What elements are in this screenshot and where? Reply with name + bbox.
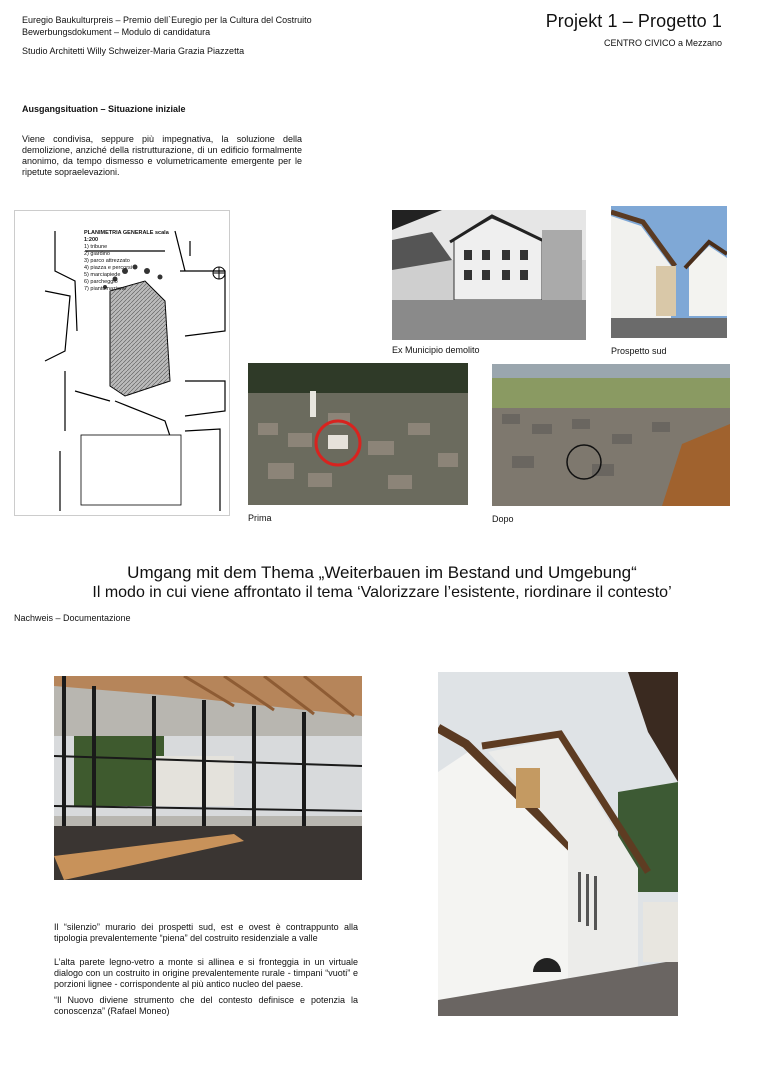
dopo-photo bbox=[492, 364, 730, 506]
theme-line-it: Il modo in cui viene affrontato il tema ‘Valorizzare l’esistente, riordinare il contesto’ bbox=[92, 584, 672, 601]
plan-legend-item: 6) parcheggio bbox=[84, 279, 118, 285]
plan-legend-item: 1) tribune bbox=[84, 244, 108, 250]
plan-legend bbox=[84, 230, 174, 293]
prima-photo bbox=[248, 363, 468, 505]
header-line-1: Euregio Baukulturpreis – Premio dell`Euregio per la Cultura del Costruito bbox=[22, 15, 312, 25]
initial-heading: Ausgangsituation – Situazione iniziale bbox=[22, 104, 186, 114]
project-title: Projekt 1 – Progetto 1 bbox=[545, 11, 722, 31]
caption-prospetto-sud: Prospetto sud bbox=[611, 346, 667, 356]
header-line-3: Studio Architetti Willy Schweizer-Maria Grazia Piazzetta bbox=[22, 46, 245, 56]
caption-dopo: Dopo bbox=[492, 514, 514, 524]
caption-ex-municipio: Ex Municipio demolito bbox=[392, 345, 480, 355]
documentation-heading: Nachweis – Documentazione bbox=[14, 613, 131, 623]
header-line-2: Bewerbungsdokument – Modulo di candidatura bbox=[22, 27, 211, 37]
exterior-photo bbox=[438, 672, 678, 1016]
initial-text: Viene condivisa, seppure più impegnativa, la soluzione della demolizione, anziché della ristrutturazione, di un edificio formalmente anonimo, da tempo dismesso e volumetricamente emergente per le ripetute sopraelevazioni. bbox=[22, 134, 302, 177]
project-subtitle: CENTRO CIVICO a Mezzano bbox=[603, 38, 722, 48]
theme-line-de: Umgang mit dem Thema „Weiterbauen im Bestand und Umgebung“ bbox=[127, 563, 637, 582]
plan-title: PLANIMETRIA GENERALE scala 1:200 bbox=[84, 230, 169, 243]
plan-legend-item: 5) marciapiede bbox=[84, 272, 121, 278]
interior-photo bbox=[54, 676, 362, 880]
documentation-para-1: Il “silenzio” murario dei prospetti sud, est e ovest è contrappunto alla tipologia prevalentemente “piena” del costruito residenziale a valle bbox=[54, 922, 358, 943]
ex-municipio-photo bbox=[392, 210, 586, 340]
plan-legend-item: 4) piazza e percorsi bbox=[84, 265, 132, 271]
plan-legend-item: 3) parco attrezzato bbox=[84, 258, 130, 264]
documentation-para-3: “Il Nuovo diviene strumento che del contesto definisce e potenzia la conoscenza” (Rafael Moneo) bbox=[54, 995, 358, 1016]
plan-legend-item: 7) piantumazione bbox=[84, 286, 127, 292]
caption-prima: Prima bbox=[248, 513, 272, 523]
prospetto-sud-photo bbox=[611, 206, 727, 338]
documentation-para-2: L’alta parete legno-vetro a monte si allinea e si fronteggia in un virtuale dialogo con un costruito in origine prevalentemente rurale - timpani “vuoti” e porzioni lignee - corrispondente al più antico nucleo del paese. bbox=[54, 957, 358, 989]
plan-legend-item: 2) giardino bbox=[84, 251, 110, 257]
